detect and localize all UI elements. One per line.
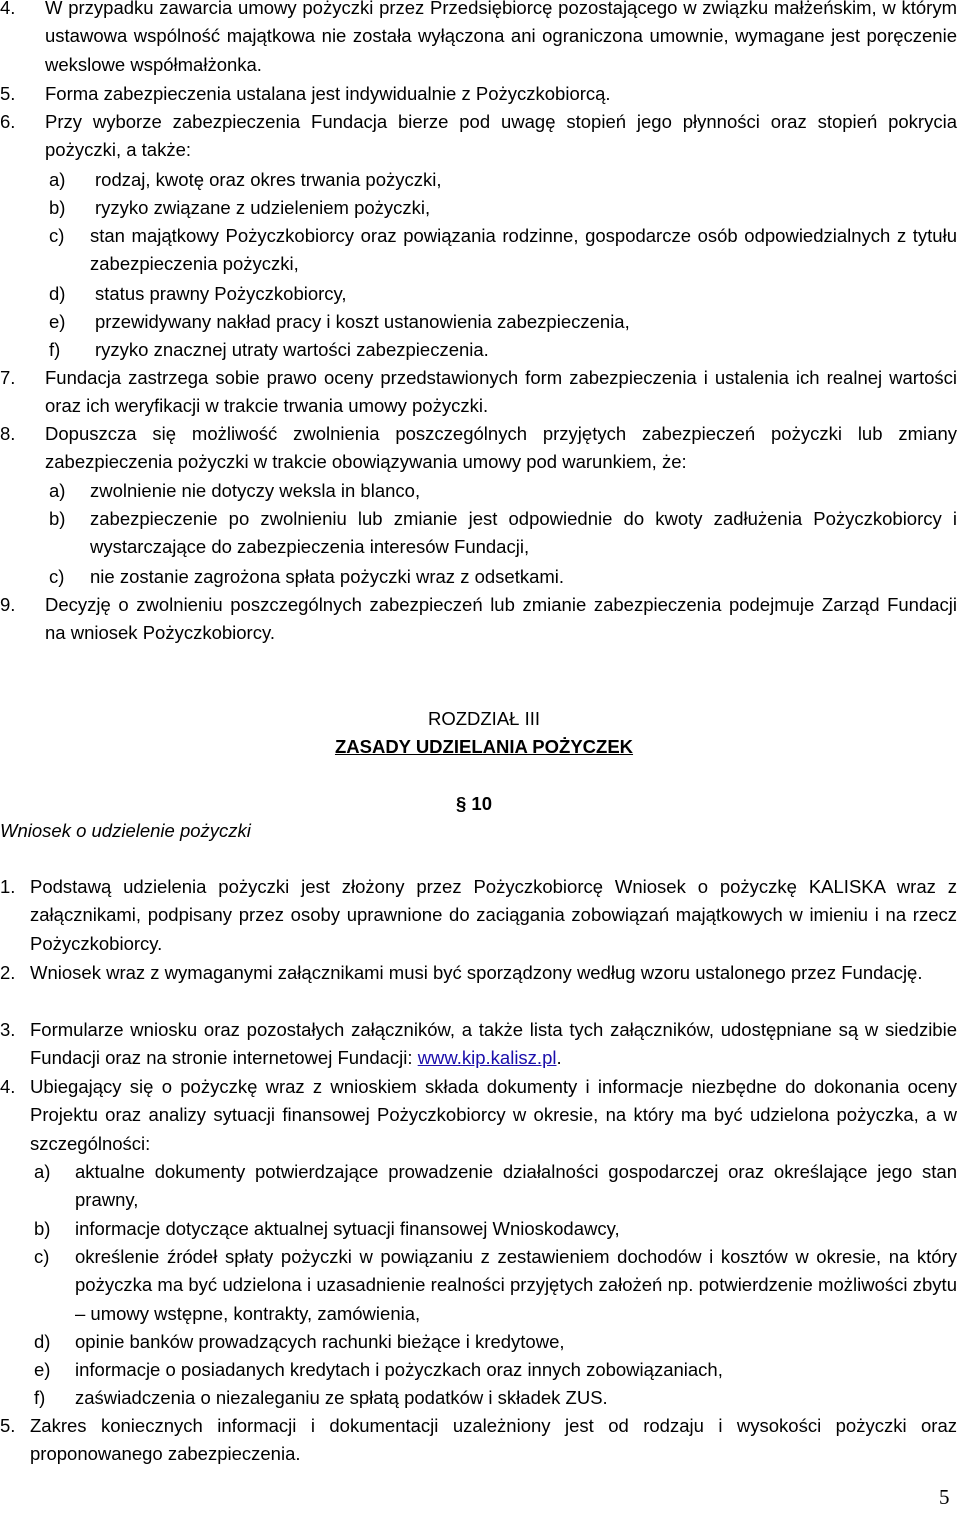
item-text: Zakres koniecznych informacji i dokumentacji uzależniony jest od rodzaju i wysokości pożyczki oraz proponowanego zabezpieczenia. <box>30 1415 957 1465</box>
sub-item-label: a) <box>49 169 66 190</box>
sub-item-label: d) <box>34 1331 51 1352</box>
sub-item-label: b) <box>34 1218 51 1239</box>
list-item <box>0 80 960 108</box>
sub-item-text: zwolnienie nie dotyczy weksla in blanco, <box>90 480 421 501</box>
sub-item <box>34 1356 957 1384</box>
item-number: 5. <box>0 83 16 104</box>
list-item <box>0 1016 960 1073</box>
sub-item-label: c) <box>49 225 65 246</box>
chapter-subtitle: ZASADY UDZIELANIA POŻYCZEK <box>334 736 634 757</box>
sub-item-label: e) <box>34 1359 51 1380</box>
sub-item <box>49 222 957 279</box>
item-number: 8. <box>0 423 16 444</box>
sub-item-text: stan majątkowy Pożyczkobiorcy oraz powiązania rodzinne, gospodarcze osób odpowiedzialnych z tytułu zabezpieczenia pożyczki, <box>90 225 957 275</box>
sub-item-label: a) <box>49 480 66 501</box>
sub-item <box>34 1328 957 1356</box>
item-number: 6. <box>0 111 16 132</box>
sub-item-label: b) <box>49 197 66 218</box>
sub-item <box>34 1215 957 1243</box>
item-number: 2. <box>0 962 16 983</box>
sub-item-label: f) <box>49 339 61 360</box>
list-item <box>0 1073 960 1158</box>
list-item <box>0 1412 960 1469</box>
item-number: 4. <box>0 1076 16 1097</box>
sub-item <box>49 194 957 222</box>
sub-item <box>49 280 957 308</box>
item-number: 3. <box>0 1019 16 1040</box>
item-text: Decyzję o zwolnieniu poszczególnych zabezpieczeń lub zmianie zabezpieczenia podejmuje Zarząd Fundacji na wniosek Pożyczkobiorcy. <box>45 594 957 644</box>
item-number: 7. <box>0 367 16 388</box>
list-item <box>0 0 960 79</box>
sub-item-label: b) <box>49 508 66 529</box>
item-text: Przy wyborze zabezpieczenia Fundacja bierze pod uwagę stopień jego płynności oraz stopień pokrycia pożyczki, a także: <box>45 111 957 161</box>
sub-item-text: określenie źródeł spłaty pożyczki w powiązaniu z zestawieniem dochodów i kosztów w okresie, na który pożyczka ma być udzielona i uzasadnienie realności przyjętych założeń np. potwierdzenie możliwości zbytu – umowy wstępne, kontrakty, zamówienia, <box>75 1246 957 1324</box>
list-item <box>0 873 960 958</box>
list-item <box>0 420 960 477</box>
item-number: 9. <box>0 594 16 615</box>
chapter-title: ROZDZIAŁ III <box>427 708 541 729</box>
sub-item-text: rodzaj, kwotę oraz okres trwania pożyczki, <box>95 169 442 190</box>
sub-item <box>49 477 957 505</box>
sub-item-label: c) <box>34 1246 50 1267</box>
item-number: 4. <box>0 0 16 18</box>
item-text: Fundacja zastrzega sobie prawo oceny przedstawionych form zabezpieczenia i ustalenia ich realnej wartości oraz ich weryfikacji w trakcie trwania umowy pożyczki. <box>45 367 957 417</box>
item-text: Forma zabezpieczenia ustalana jest indywidualnie z Pożyczkobiorcą. <box>45 83 611 104</box>
sub-item <box>49 166 957 194</box>
page-number: 5 <box>939 1485 950 1509</box>
sub-item-text: opinie banków prowadzących rachunki bieżące i kredytowe, <box>75 1331 565 1352</box>
item-text: W przypadku zawarcia umowy pożyczki przez Przedsiębiorcę pozostającego w związku małżeńskim, w którym ustawowa wspólność majątkowa nie została wyłączona ani ograniczona umownie, wymagane jest poręczenie wekslowe współmałżonka. <box>45 0 957 75</box>
sub-item-text: informacje o posiadanych kredytach i pożyczkach oraz innych zobowiązaniach, <box>75 1359 723 1380</box>
sub-item-text: status prawny Pożyczkobiorcy, <box>95 283 347 304</box>
item-text: Podstawą udzielenia pożyczki jest złożony przez Pożyczkobiorcę Wniosek o pożyczkę KALISKA wraz z załącznikami, podpisany przez osoby uprawnione do zaciągania zobowiązań majątkowych w imieniu i na rzecz Pożyczkobiorcy. <box>30 876 957 954</box>
section-caption: Wniosek o udzielenie pożyczki <box>0 820 251 841</box>
sub-item-text: nie zostanie zagrożona spłata pożyczki wraz z odsetkami. <box>90 566 565 587</box>
item-number: 5. <box>0 1415 16 1436</box>
sub-item <box>49 336 957 364</box>
sub-item <box>49 563 957 591</box>
sub-item-text: przewidywany nakład pracy i koszt ustanowienia zabezpieczenia, <box>95 311 630 332</box>
item-text-body: Formularze wniosku oraz pozostałych załączników, a także lista tych załączników, udostępniane są w siedzibie Fundacji oraz na stronie internetowej Fundacji: <box>30 1019 957 1069</box>
item-text: Dopuszcza się możliwość zwolnienia poszczególnych przyjętych zabezpieczeń pożyczki lub zmiany zabezpieczenia pożyczki w trakcie obowiązywania umowy pod warunkiem, że: <box>45 423 957 473</box>
sub-item-text: zaświadczenia o niezaleganiu ze spłatą podatków i składek ZUS. <box>75 1387 608 1408</box>
sub-item <box>49 308 957 336</box>
sub-item <box>34 1243 957 1328</box>
item-text <box>30 1016 957 1073</box>
list-item <box>0 959 960 987</box>
item-text: Ubiegający się o pożyczkę wraz z wnioskiem składa dokumenty i informacje niezbędne do dokonania oceny Projektu oraz analizy sytuacji finansowej Pożyczkobiorcy w okresie, na który ma być udzielona pożyczka, a w szczególności: <box>30 1076 957 1154</box>
sub-item-label: f) <box>34 1387 46 1408</box>
sub-item-label: e) <box>49 311 66 332</box>
sub-item-label: c) <box>49 566 65 587</box>
list-item <box>0 108 960 165</box>
item-text-end: . <box>556 1047 562 1069</box>
sub-item-label: a) <box>34 1161 51 1182</box>
sub-item-text: ryzyko związane z udzieleniem pożyczki, <box>95 197 431 218</box>
sub-item-text: aktualne dokumenty potwierdzające prowadzenie działalności gospodarczej oraz określające jego stan prawny, <box>75 1161 957 1211</box>
sub-item-text: ryzyko znacznej utraty wartości zabezpieczenia. <box>95 339 489 360</box>
list-item <box>0 591 960 648</box>
sub-item-text: informacje dotyczące aktualnej sytuacji finansowej Wnioskodawcy, <box>75 1218 620 1239</box>
website-link[interactable]: www.kip.kalisz.pl <box>417 1047 557 1069</box>
sub-item <box>34 1384 957 1412</box>
sub-item-label: d) <box>49 283 66 304</box>
sub-item-text: zabezpieczenie po zwolnieniu lub zmianie jest odpowiednie do kwoty zadłużenia Pożyczkobiorcy i wystarczające do zabezpieczenia interesów Fundacji, <box>90 508 957 558</box>
section-sign: § 10 <box>456 793 493 814</box>
sub-item <box>34 1158 957 1215</box>
sub-item <box>49 505 957 562</box>
item-text: Wniosek wraz z wymaganymi załącznikami musi być sporządzony według wzoru ustalonego przez Fundację. <box>30 962 923 983</box>
item-number: 1. <box>0 876 16 897</box>
list-item <box>0 364 960 421</box>
